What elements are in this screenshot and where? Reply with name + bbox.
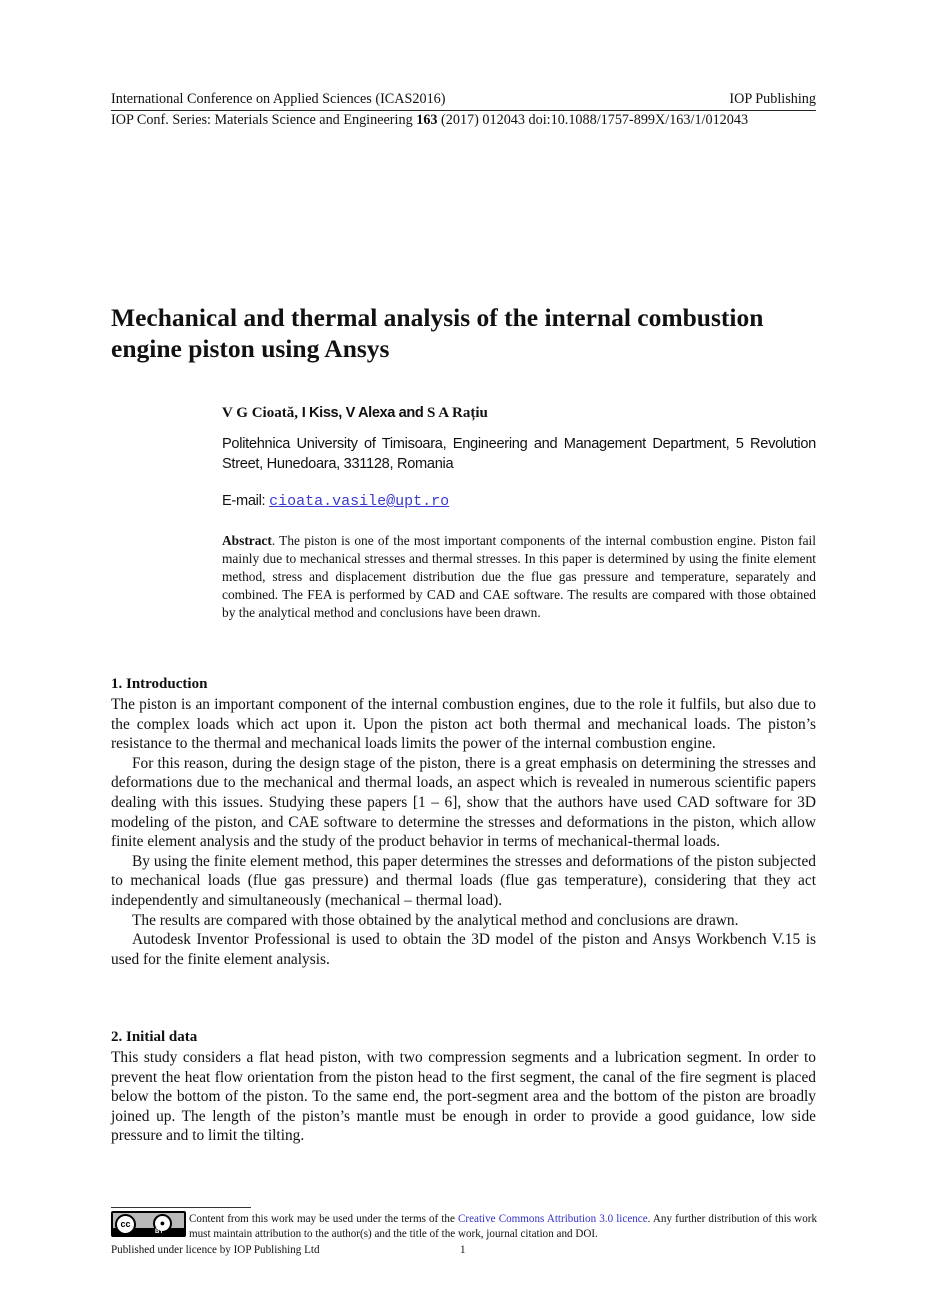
abstract-text: . The piston is one of the most important components of the internal combustion engine. Piston fail mainly due to mechanical stresses and thermal stresses. In this paper is determined by using the finite element method, stress and displacement distribution due the flue gas pressure and temperature, separately and combined. The FEA is performed by CAD and CAE software. The results are compared with those obtained by the analytical method and conclusions have been drawn. bbox=[222, 533, 816, 621]
running-header-series bbox=[111, 112, 816, 129]
series-suffix: (2017) 012043 doi:10.1088/1757-899X/163/1/012043 bbox=[437, 112, 749, 128]
section-body-introduction bbox=[111, 695, 816, 969]
footer-rule bbox=[111, 1207, 251, 1208]
by-label: BY bbox=[155, 1229, 164, 1235]
header-rule bbox=[111, 110, 816, 111]
section-heading-initial-data: 2. Initial data bbox=[111, 1029, 198, 1045]
license-notice bbox=[189, 1212, 817, 1242]
paragraph: Autodesk Inventor Professional is used to obtain the 3D model of the piston and Ansys Workbench V.15 is used for the finite element analysis. bbox=[111, 931, 816, 968]
license-link[interactable]: Creative Commons Attribution 3.0 licence bbox=[458, 1213, 648, 1225]
publisher-name: IOP Publishing bbox=[729, 91, 816, 107]
volume-number: 163 bbox=[416, 112, 438, 128]
email-line bbox=[222, 493, 449, 510]
abstract bbox=[222, 532, 816, 622]
email-label: E-mail: bbox=[222, 493, 270, 509]
paragraph: By using the finite element method, this paper determines the stresses and deformations of the piston subjected to mechanical loads (flue gas pressure) and thermal loads (flue gas temperature), considering that they act independently and simultaneously (mechanical – thermal load). bbox=[111, 852, 816, 909]
section-body-initial-data bbox=[111, 1048, 816, 1146]
published-under-licence: Published under licence by IOP Publishing Ltd bbox=[111, 1244, 320, 1256]
paper-title: Mechanical and thermal analysis of the internal combustion engine piston using Ansys bbox=[111, 303, 764, 363]
page-number: 1 bbox=[460, 1244, 466, 1256]
author-1: V G Cioată, bbox=[222, 405, 302, 421]
affiliation: Politehnica University of Timisoara, Engineering and Management Department, 5 Revolution Street, Hunedoara, 331128, Romania bbox=[222, 436, 816, 472]
paragraph: The results are compared with those obtained by the analytical method and conclusions are drawn. bbox=[132, 911, 739, 929]
email-link[interactable]: cioata.vasile@upt.ro bbox=[269, 493, 450, 510]
series-prefix: IOP Conf. Series: Materials Science and Engineering bbox=[111, 112, 417, 128]
running-header-top bbox=[111, 91, 816, 108]
abstract-lead: Abstract bbox=[222, 533, 272, 548]
license-text-before: Content from this work may be used under the terms of the bbox=[189, 1213, 459, 1225]
author-2-3: I Kiss, V Alexa and bbox=[301, 405, 428, 421]
attribution-person-icon: ● bbox=[153, 1214, 172, 1233]
author-4: S A Rațiu bbox=[427, 405, 488, 421]
conference-name: International Conference on Applied Sciences (ICAS2016) bbox=[111, 91, 446, 107]
paragraph: This study considers a flat head piston, with two compression segments and a lubrication segment. In order to prevent the heat flow orientation from the piston head to the first segment, the canal of the fire segment is placed below the bottom of the piston. To the same end, the port-segment area and the bottom of the piston are broadly joined up. The length of the piston’s mantle must be enough in order to provide a good guidance, low side pressure and to limit the tilting. bbox=[111, 1049, 816, 1145]
paragraph: For this reason, during the design stage of the piston, there is a great emphasis on determining the stresses and deformations due to the mechanical and thermal loads, an aspect which is revealed in numerous scientific papers dealing with this issues. Studying these papers [1 – 6], show that the authors have used CAD software for 3D modeling of the piston, and CAE software to determine the stresses and deformations in the piston, which allow finite element analysis and the study of the product behavior in terms of mechanical-thermal loads. bbox=[111, 754, 816, 851]
paragraph: The piston is an important component of the internal combustion engines, due to the role it fulfils, but also due to the complex loads which act upon it. Upon the piston act both thermal and mechanical loads. The piston’s resistance to the thermal and mechanical loads limits the power of the internal combustion engine. bbox=[111, 696, 816, 753]
license-text-after: . Any further distribution of this work must maintain attribution to the author(s) and the title of the work, journal citation and DOI. bbox=[189, 1213, 817, 1240]
cc-by-license-badge bbox=[111, 1211, 186, 1237]
creative-commons-icon: cc bbox=[115, 1214, 136, 1235]
author-list bbox=[222, 405, 488, 422]
section-heading-introduction: 1. Introduction bbox=[111, 676, 208, 692]
